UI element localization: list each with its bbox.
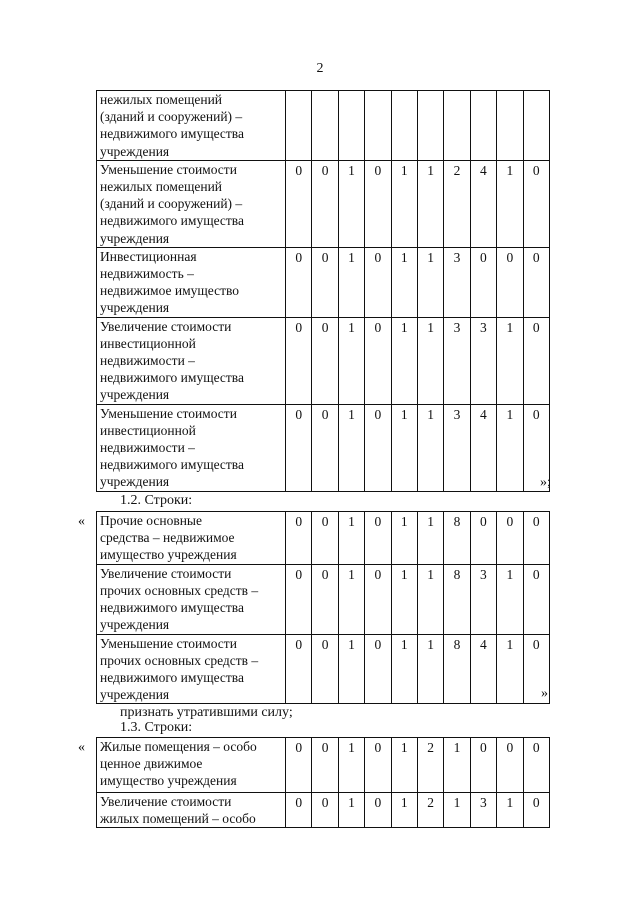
code-digit-cell: 0: [497, 738, 523, 793]
code-digit-cell: 0: [365, 738, 391, 793]
row-name-line: Увеличение стоимости: [100, 794, 232, 809]
code-digit-cell: 3: [444, 317, 470, 404]
row-name-line: Уменьшение стоимости: [100, 635, 237, 651]
code-table-1: [96, 90, 550, 492]
row-name-line: учреждения: [100, 230, 170, 246]
code-digit-cell: 0: [365, 317, 391, 404]
code-digit-cell: 0: [497, 512, 523, 565]
code-digit-cell: 1: [391, 160, 417, 247]
code-digit-cell: 0: [312, 564, 338, 634]
code-digit-cell: 1: [497, 793, 523, 828]
code-digit-cell: 0: [365, 634, 391, 704]
code-digit-cell: 0: [312, 160, 338, 247]
code-digit-cell: 1: [338, 738, 364, 793]
code-table-1-2: [96, 511, 550, 704]
row-name-line: недвижимого имущества: [100, 370, 244, 386]
code-digit-cell: 2: [417, 738, 443, 793]
row-name-line: недвижимости –: [100, 353, 195, 369]
code-digit-cell: 1: [338, 564, 364, 634]
row-name-line: прочих основных средств –: [100, 582, 259, 598]
code-digit-cell: 1: [391, 512, 417, 565]
row-name-line: недвижимого имущества: [100, 457, 244, 473]
code-digit-cell: [470, 91, 496, 161]
code-digit-cell: 1: [444, 738, 470, 793]
code-digit-cell: 4: [470, 160, 496, 247]
code-digit-cell: 1: [417, 634, 443, 704]
row-name-cell: [97, 317, 286, 404]
code-digit-cell: 1: [417, 404, 443, 491]
table-row: [97, 404, 550, 491]
code-digit-cell: 0: [312, 247, 338, 317]
row-name-line: ценное движимое: [100, 756, 203, 772]
code-digit-cell: 3: [444, 247, 470, 317]
closing-quote-1: »;: [540, 475, 551, 490]
table-row: [97, 317, 550, 404]
opening-quote-1-3: «: [78, 740, 85, 755]
row-name-cell: [97, 564, 286, 634]
code-digit-cell: 1: [497, 404, 523, 491]
code-digit-cell: 0: [497, 247, 523, 317]
row-name-line: Жилые помещения – особо: [100, 739, 257, 754]
code-digit-cell: [417, 91, 443, 161]
row-name-cell: [97, 512, 286, 565]
row-name-line: инвестиционной: [100, 422, 196, 438]
code-digit-cell: 1: [444, 793, 470, 828]
table-row: [97, 634, 550, 704]
code-digit-cell: 0: [523, 317, 549, 404]
code-digit-cell: 0: [286, 793, 312, 828]
row-name-cell: [97, 247, 286, 317]
code-digit-cell: 0: [365, 160, 391, 247]
code-digit-cell: 1: [497, 317, 523, 404]
row-name-line: учреждения: [100, 687, 170, 703]
code-digit-cell: 0: [470, 512, 496, 565]
code-digit-cell: 1: [338, 793, 364, 828]
row-name-line: недвижимое имущество: [100, 283, 240, 299]
code-digit-cell: [312, 91, 338, 161]
table-row: [97, 247, 550, 317]
row-name-line: Увеличение стоимости: [100, 318, 232, 334]
row-name-line: инвестиционной: [100, 335, 196, 351]
code-digit-cell: 0: [286, 317, 312, 404]
code-digit-cell: 0: [286, 247, 312, 317]
row-name-line: недвижимого имущества: [100, 670, 244, 686]
row-name-line: жилых помещений – особо: [100, 811, 256, 827]
code-digit-cell: 4: [470, 634, 496, 704]
row-name-line: Инвестиционная: [100, 248, 197, 264]
code-digit-cell: 1: [391, 247, 417, 317]
code-digit-cell: [365, 91, 391, 161]
row-name-line: Увеличение стоимости: [100, 565, 232, 581]
code-digit-cell: 0: [286, 634, 312, 704]
section-title-1-2: 1.2. Строки:: [120, 493, 193, 508]
row-name-cell: [97, 91, 286, 161]
code-digit-cell: 0: [365, 793, 391, 828]
code-digit-cell: 0: [523, 512, 549, 565]
code-digit-cell: 1: [391, 404, 417, 491]
code-digit-cell: 1: [338, 512, 364, 565]
code-digit-cell: 1: [391, 564, 417, 634]
code-digit-cell: 1: [497, 564, 523, 634]
code-digit-cell: [497, 91, 523, 161]
code-digit-cell: [391, 91, 417, 161]
code-digit-cell: 1: [417, 317, 443, 404]
row-name-line: недвижимого имущества: [100, 126, 244, 142]
code-digit-cell: 0: [470, 738, 496, 793]
code-digit-cell: 1: [417, 247, 443, 317]
opening-quote-1-2: «: [78, 514, 85, 529]
code-digit-cell: [286, 91, 312, 161]
code-digit-cell: 1: [338, 634, 364, 704]
row-name-line: учреждения: [100, 387, 170, 403]
row-name-line: Уменьшение стоимости: [100, 161, 237, 177]
code-digit-cell: 4: [470, 404, 496, 491]
code-digit-cell: 0: [523, 404, 549, 491]
repeal-note: признать утратившими силу;: [120, 705, 293, 720]
code-digit-cell: 0: [312, 793, 338, 828]
code-digit-cell: 0: [312, 634, 338, 704]
code-digit-cell: 3: [470, 564, 496, 634]
code-digit-cell: 0: [470, 247, 496, 317]
row-name-line: (зданий и сооружений) –: [100, 196, 243, 212]
row-name-cell: [97, 160, 286, 247]
page-number: 2: [316, 61, 324, 76]
code-digit-cell: 0: [286, 512, 312, 565]
code-digit-cell: 0: [312, 404, 338, 491]
code-digit-cell: 2: [444, 160, 470, 247]
code-digit-cell: [444, 91, 470, 161]
code-digit-cell: 3: [470, 793, 496, 828]
code-digit-cell: 1: [391, 317, 417, 404]
code-digit-cell: 0: [312, 512, 338, 565]
code-digit-cell: 8: [444, 512, 470, 565]
code-digit-cell: [338, 91, 364, 161]
code-table-1-3: [96, 737, 550, 828]
code-digit-cell: 8: [444, 634, 470, 704]
code-digit-cell: 1: [338, 247, 364, 317]
code-digit-cell: 0: [523, 738, 549, 793]
code-digit-cell: 1: [391, 738, 417, 793]
row-name-line: учреждения: [100, 143, 170, 159]
code-digit-cell: 0: [523, 160, 549, 247]
row-name-line: средства – недвижимое: [100, 530, 235, 546]
closing-quote-1-2: »: [541, 686, 548, 701]
code-digit-cell: 8: [444, 564, 470, 634]
row-name-cell: [97, 738, 286, 793]
table-row: [97, 91, 550, 161]
row-name-cell: [97, 634, 286, 704]
row-name-line: Прочие основные: [100, 513, 202, 528]
code-digit-cell: 0: [523, 247, 549, 317]
code-digit-cell: 0: [286, 160, 312, 247]
code-digit-cell: 0: [286, 738, 312, 793]
table-row: [97, 793, 550, 828]
code-digit-cell: 1: [497, 160, 523, 247]
code-digit-cell: 0: [365, 247, 391, 317]
row-name-line: нежилых помещений: [100, 92, 223, 107]
code-digit-cell: 1: [338, 317, 364, 404]
row-name-line: недвижимого имущества: [100, 213, 244, 229]
table-row: [97, 738, 550, 793]
code-digit-cell: 0: [365, 564, 391, 634]
code-digit-cell: [523, 91, 549, 161]
code-digit-cell: 0: [523, 634, 549, 704]
row-name-cell: [97, 404, 286, 491]
code-digit-cell: 0: [365, 404, 391, 491]
row-name-line: учреждения: [100, 474, 170, 490]
code-digit-cell: 1: [417, 160, 443, 247]
code-digit-cell: 1: [497, 634, 523, 704]
row-name-line: учреждения: [100, 300, 170, 316]
row-name-line: (зданий и сооружений) –: [100, 109, 243, 125]
code-digit-cell: 3: [470, 317, 496, 404]
row-name-line: имущество учреждения: [100, 547, 237, 563]
code-digit-cell: 0: [312, 738, 338, 793]
code-digit-cell: 1: [338, 160, 364, 247]
table-row: [97, 564, 550, 634]
row-name-line: имущество учреждения: [100, 773, 237, 789]
table-row: [97, 160, 550, 247]
row-name-line: недвижимого имущества: [100, 600, 244, 616]
code-digit-cell: 0: [523, 793, 549, 828]
row-name-line: прочих основных средств –: [100, 652, 259, 668]
row-name-line: недвижимость –: [100, 266, 194, 282]
section-title-1-3: 1.3. Строки:: [120, 720, 193, 735]
code-digit-cell: 1: [417, 564, 443, 634]
row-name-line: Уменьшение стоимости: [100, 405, 237, 421]
code-digit-cell: 3: [444, 404, 470, 491]
table-row: [97, 512, 550, 565]
code-digit-cell: 1: [391, 634, 417, 704]
code-digit-cell: 0: [286, 564, 312, 634]
code-digit-cell: 1: [391, 793, 417, 828]
code-digit-cell: 1: [417, 512, 443, 565]
code-digit-cell: 0: [365, 512, 391, 565]
row-name-cell: [97, 793, 286, 828]
row-name-line: учреждения: [100, 617, 170, 633]
code-digit-cell: 0: [523, 564, 549, 634]
row-name-line: нежилых помещений: [100, 179, 223, 195]
code-digit-cell: 0: [286, 404, 312, 491]
code-digit-cell: 2: [417, 793, 443, 828]
code-digit-cell: 1: [338, 404, 364, 491]
code-digit-cell: 0: [312, 317, 338, 404]
row-name-line: недвижимости –: [100, 440, 195, 456]
